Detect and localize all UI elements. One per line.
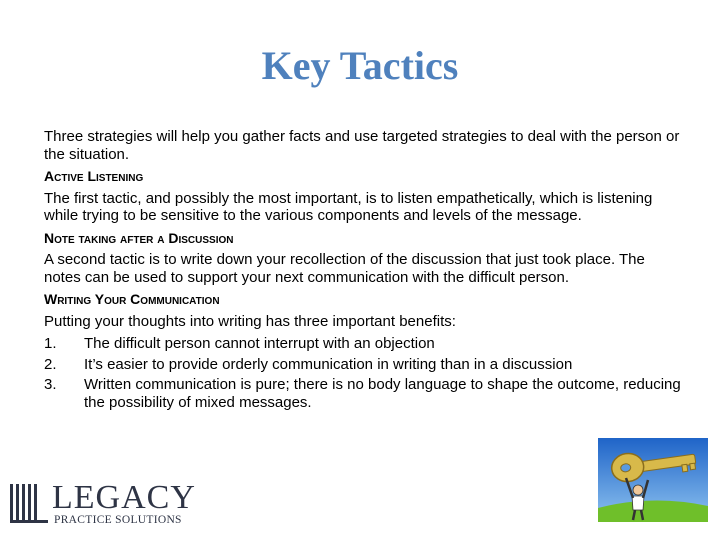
section-text-writing: Putting your thoughts into writing has three important benefits:	[44, 312, 456, 330]
list-item-text: Written communication is pure; there is no body language to shape the outcome, reducing the possibility of mixed messages.	[84, 376, 681, 411]
slide-body	[44, 128, 684, 414]
section-text-active-listening: The first tactic, and possibly the most important, is to listen empathetically, which is listening while trying to be sensitive to the various components and levels of the message.	[44, 189, 653, 224]
slide-title: Key Tactics	[261, 43, 459, 88]
list-item-text: The difficult person cannot interrupt with an objection	[84, 335, 435, 352]
list-item	[44, 335, 684, 353]
list-item-number: 3.	[44, 376, 57, 393]
section-text-note-taking: A second tactic is to write down your recollection of the discussion that just took place. The notes can be used to support your next communication with the difficult person.	[44, 251, 645, 286]
list-item-number: 1.	[44, 335, 57, 352]
logo-subtitle: PRACTICE SOLUTIONS	[54, 514, 182, 526]
list-item-number: 2.	[44, 355, 57, 373]
logo-bars-icon	[8, 482, 50, 526]
list-item	[44, 376, 684, 411]
list-item-text: It’s easier to provide orderly communication in writing than in a discussion	[84, 355, 573, 373]
section-heading-writing: Writing Your Communication	[44, 291, 220, 307]
section-heading-active-listening: Active Listening	[44, 168, 144, 184]
person-holding-key-icon	[598, 438, 708, 522]
list-item	[44, 356, 684, 374]
section-heading-note-taking: Note taking after a Discussion	[44, 229, 234, 246]
intro-text: Three strategies will help you gather facts and use targeted strategies to deal with the person or the situation.	[44, 128, 680, 163]
benefits-list	[44, 335, 684, 411]
legacy-logo	[8, 479, 198, 528]
logo-wordmark: LEGACY	[52, 479, 196, 516]
